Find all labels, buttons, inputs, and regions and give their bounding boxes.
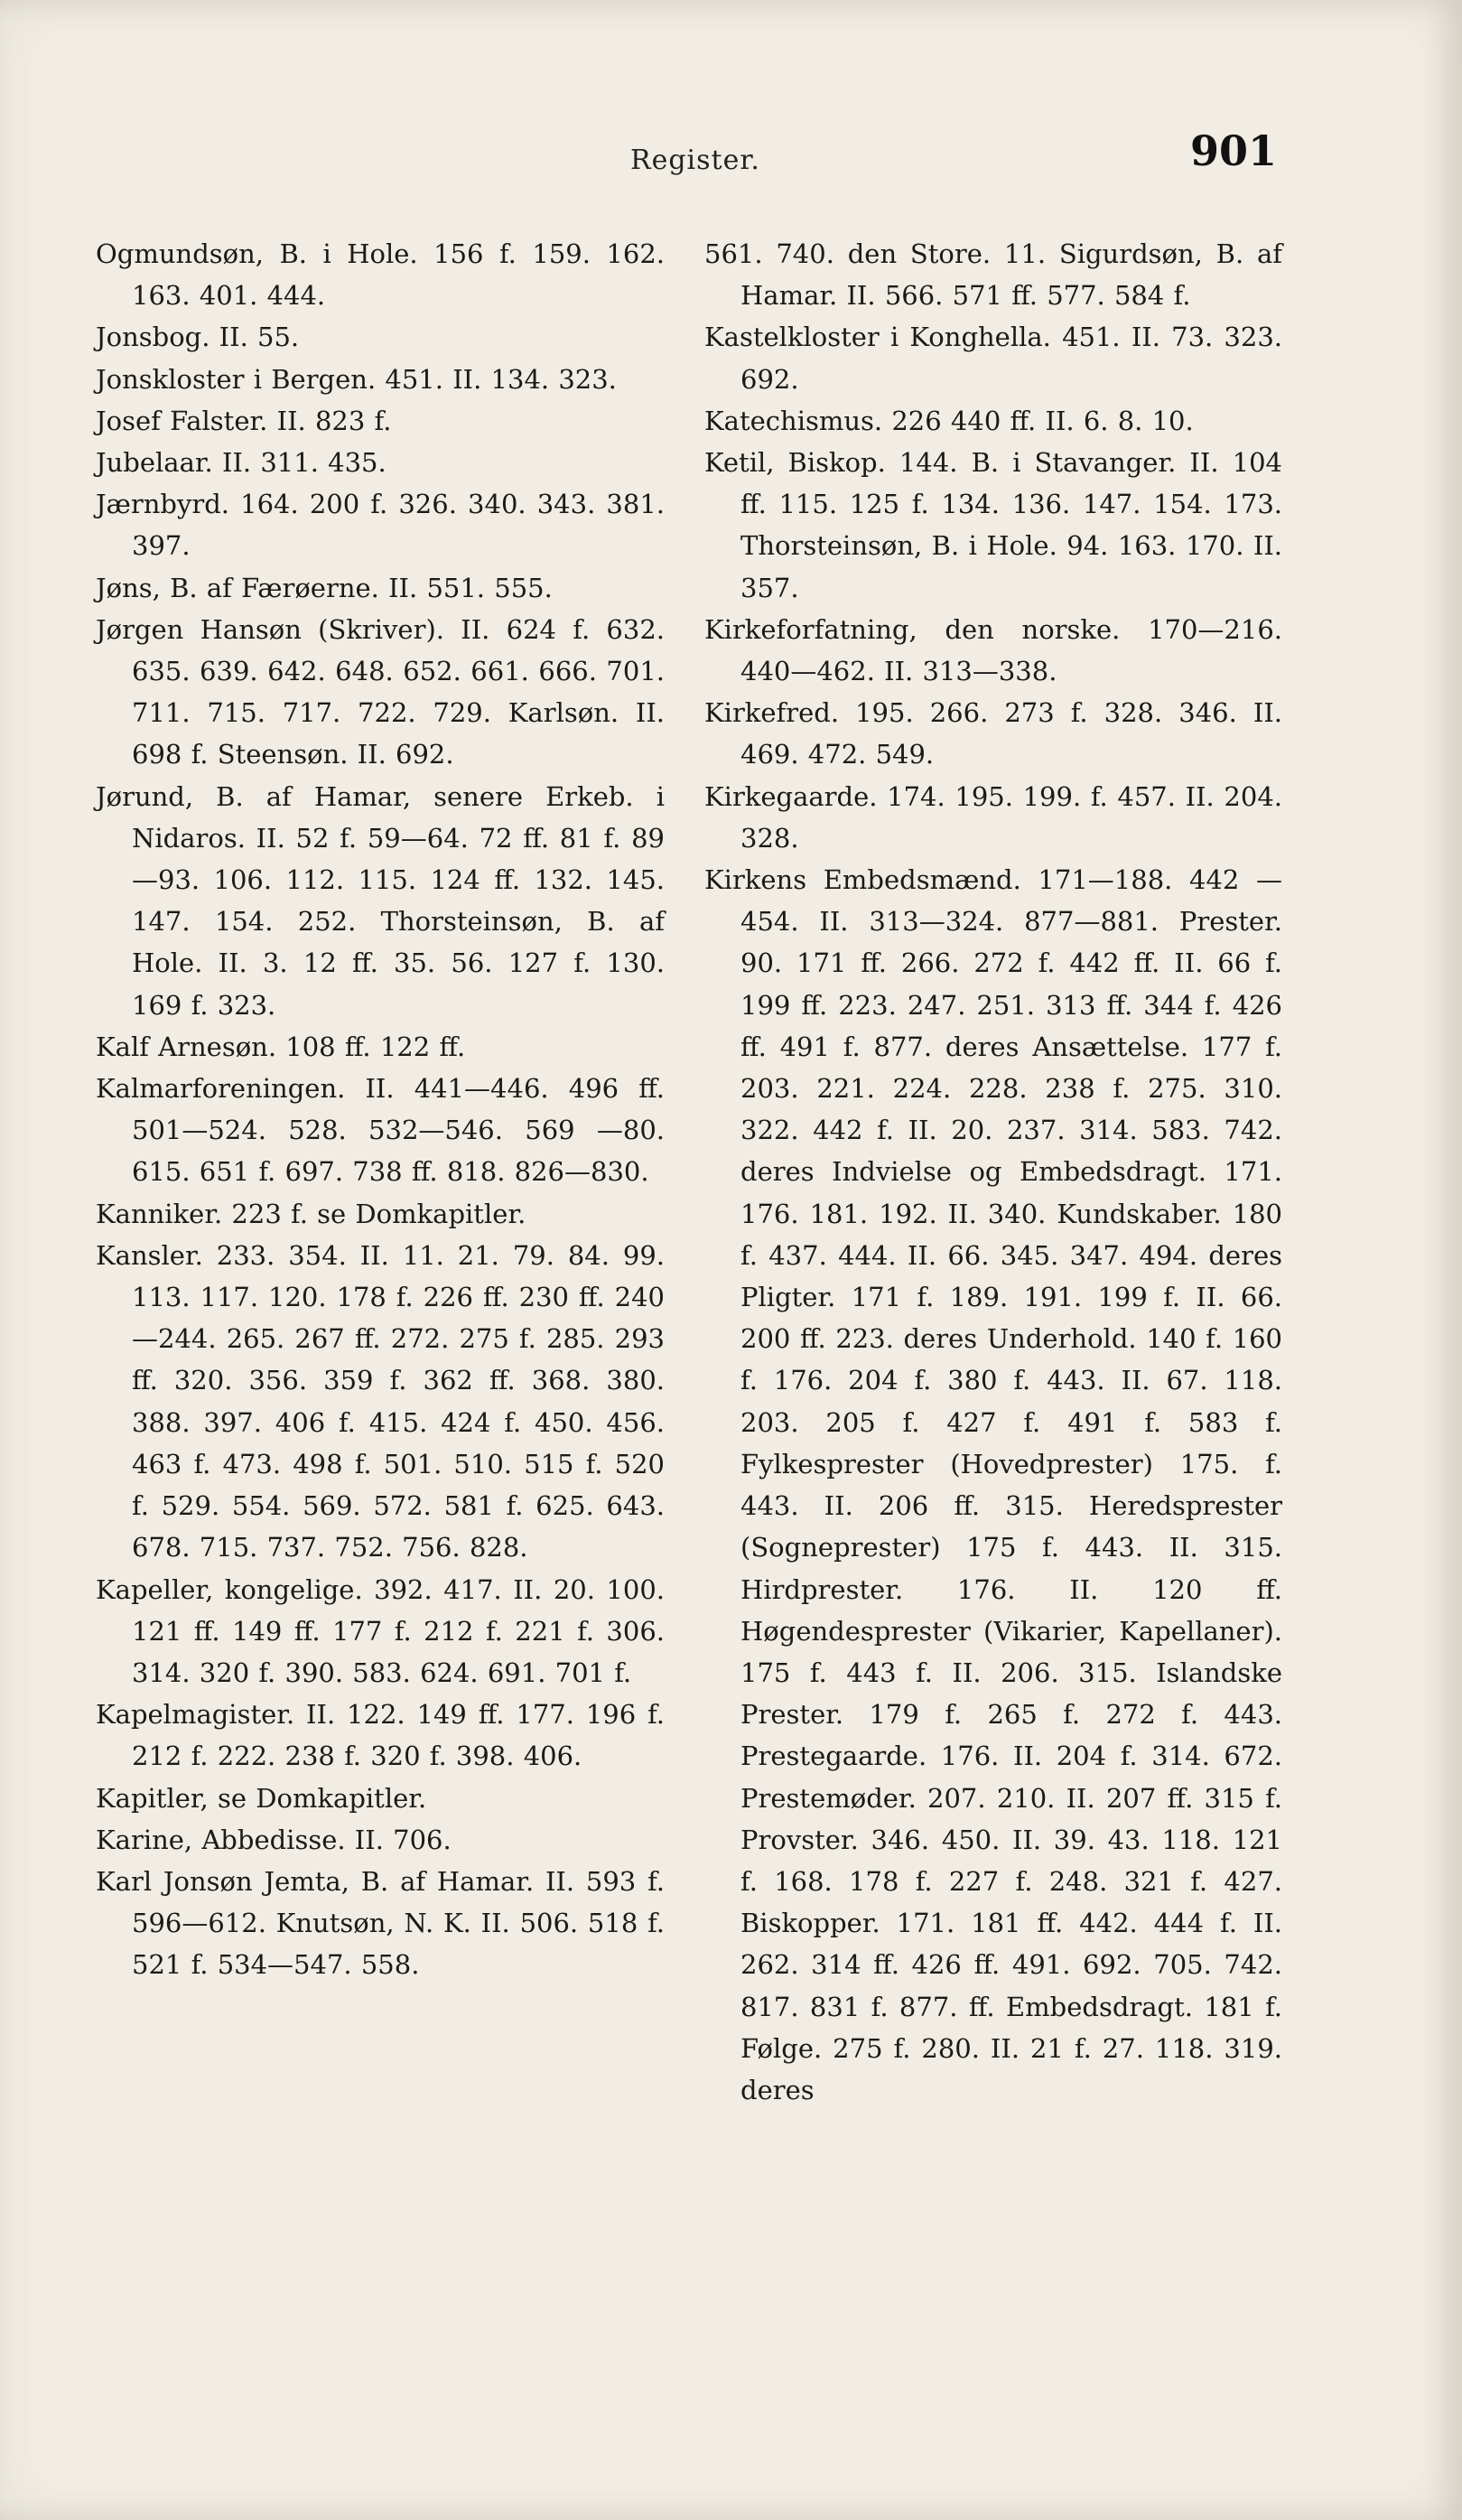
index-entry: Ketil, Biskop. 144. B. i Stavanger. II. 104 ff. 115. 125 f. 134. 136. 147. 154. 173. Thorsteinsøn, B. i Hole. 94. 163. 170. II. 357.: [704, 447, 1282, 603]
index-entry: Jonskloster i Bergen. 451. II. 134. 323.: [96, 363, 617, 395]
index-entry: Jørgen Hansøn (Skriver). II. 624 f. 632. 635. 639. 642. 648. 652. 661. 666. 701. 711. 715. 717. 722. 729. Karlsøn. II. 698 f. Steensøn. II. 692.: [96, 613, 665, 770]
page-header: [0, 126, 1462, 199]
index-entry: Kanniker. 223 f. se Domkapitler.: [96, 1198, 526, 1229]
index-entry: Kapelmagister. II. 122. 149 ff. 177. 196 f. 212 f. 222. 238 f. 320 f. 398. 406.: [96, 1699, 665, 1772]
index-entry: Jonsbog. II. 55.: [96, 322, 300, 353]
index-entry: Kalf Arnesøn. 108 ff. 122 ff.: [96, 1031, 466, 1062]
index-entry: Kapeller, kongelige. 392. 417. II. 20. 100. 121 ff. 149 ff. 177 f. 212 f. 221 f. 306. 314. 320 f. 390. 583. 624. 691. 701 f.: [96, 1573, 665, 1688]
index-entry: Jøns, B. af Færøerne. II. 551. 555.: [96, 572, 553, 603]
index-entry: Kapitler, se Domkapitler.: [96, 1782, 427, 1814]
index-entry: Kalmarforeningen. II. 441—446. 496 ff. 501—524. 528. 532—546. 569 —80. 615. 651 f. 697. 738 ff. 818. 826—830.: [96, 1073, 665, 1188]
index-entry: 561. 740. den Store. 11. Sigurdsøn, B. af Hamar. II. 566. 571 ff. 577. 584 f.: [704, 238, 1282, 312]
index-entry: Kirkefred. 195. 266. 273 f. 328. 346. II. 469. 472. 549.: [704, 697, 1282, 770]
index-entry: Katechismus. 226 440 ff. II. 6. 8. 10.: [704, 405, 1194, 436]
index-entry: Kansler. 233. 354. II. 11. 21. 79. 84. 99. 113. 117. 120. 178 f. 226 ff. 230 ff. 240—244. 265. 267 ff. 272. 275 f. 285. 293 ff. 320. 356. 359 f. 362 ff. 368. 380. 388. 397. 406 f. 415. 424 f. 450. 456. 463 f. 473. 498 f. 501. 510. 515 f. 520 f. 529. 554. 569. 572. 581 f. 625. 643. 678. 715. 737. 752. 756. 828.: [96, 1239, 665, 1563]
page-number: 901: [1190, 126, 1278, 175]
left-column: [96, 233, 665, 1986]
index-entry: Kastelkloster i Konghella. 451. II. 73. 323. 692.: [704, 322, 1282, 395]
index-entry: Jubelaar. II. 311. 435.: [96, 447, 386, 479]
running-head: Register.: [630, 145, 760, 176]
index-entry: Jørund, B. af Hamar, senere Erkeb. i Nidaros. II. 52 f. 59—64. 72 ff. 81 f. 89—93. 106. 112. 115. 124 ff. 132. 145. 147. 154. 252. Thorsteinsøn, B. af Hole. II. 3. 12 ff. 35. 56. 127 f. 130. 169 f. 323.: [96, 780, 665, 1021]
index-entry: Kirkegaarde. 174. 195. 199. f. 457. II. 204. 328.: [704, 780, 1282, 854]
index-entry: Karine, Abbedisse. II. 706.: [96, 1824, 452, 1855]
index-entry: Ogmundsøn, B. i Hole. 156 f. 159. 162. 163. 401. 444.: [96, 238, 665, 312]
index-entry: Kirkeforfatning, den norske. 170—216. 440—462. II. 313—338.: [704, 613, 1282, 687]
index-entry: Josef Falster. II. 823 f.: [96, 405, 392, 436]
right-column: [704, 233, 1282, 2111]
index-entry: Jærnbyrd. 164. 200 f. 326. 340. 343. 381. 397.: [96, 489, 665, 562]
index-entry: Kirkens Embedsmænd. 171—188. 442 —454. II. 313—324. 877—881. Prester. 90. 171 ff. 266. 272 f. 442 ff. II. 66 f. 199 ff. 223. 247. 251. 313 ff. 344 f. 426 ff. 491 f. 877. deres Ansættelse. 177 f. 203. 221. 224. 228. 238 f. 275. 310. 322. 442 f. II. 20. 237. 314. 583. 742. deres Indvielse og Embedsdragt. 171. 176. 181. 192. II. 340. Kundskaber. 180 f. 437. 444. II. 66. 345. 347. 494. deres Pligter. 171 f. 189. 191. 199 f. II. 66. 200 ff. 223. deres Underhold. 140 f. 160 f. 176. 204 f. 380 f. 443. II. 67. 118. 203. 205 f. 427 f. 491 f. 583 f. Fylkesprester (Hovedprester) 175. f. 443. II. 206 ff. 315. Heredsprester (Sogneprester) 175 f. 443. II. 315. Hirdprester. 176. II. 120 ff. Høgendesprester (Vikarier, Kapellaner). 175 f. 443 f. II. 206. 315. Islandske Prester. 179 f. 265 f. 272 f. 443. Prestegaarde. 176. II. 204 f. 314. 672. Prestemøder. 207. 210. II. 207 ff. 315 f. Provster. 346. 450. II. 39. 43. 118. 121 f. 168. 178 f. 227 f. 248. 321 f. 427. Biskopper. 171. 181 ff. 442. 444 f. II. 262. 314 ff. 426 ff. 491. 692. 705. 742. 817. 831 f. 877. ff. Embedsdragt. 181 f. Følge. 275 f. 280. II. 21 f. 27. 118. 319. deres: [704, 864, 1282, 2105]
index-entry: Karl Jonsøn Jemta, B. af Hamar. II. 593 f. 596—612. Knutsøn, N. K. II. 506. 518 f. 521 f. 534—547. 558.: [96, 1865, 665, 1981]
